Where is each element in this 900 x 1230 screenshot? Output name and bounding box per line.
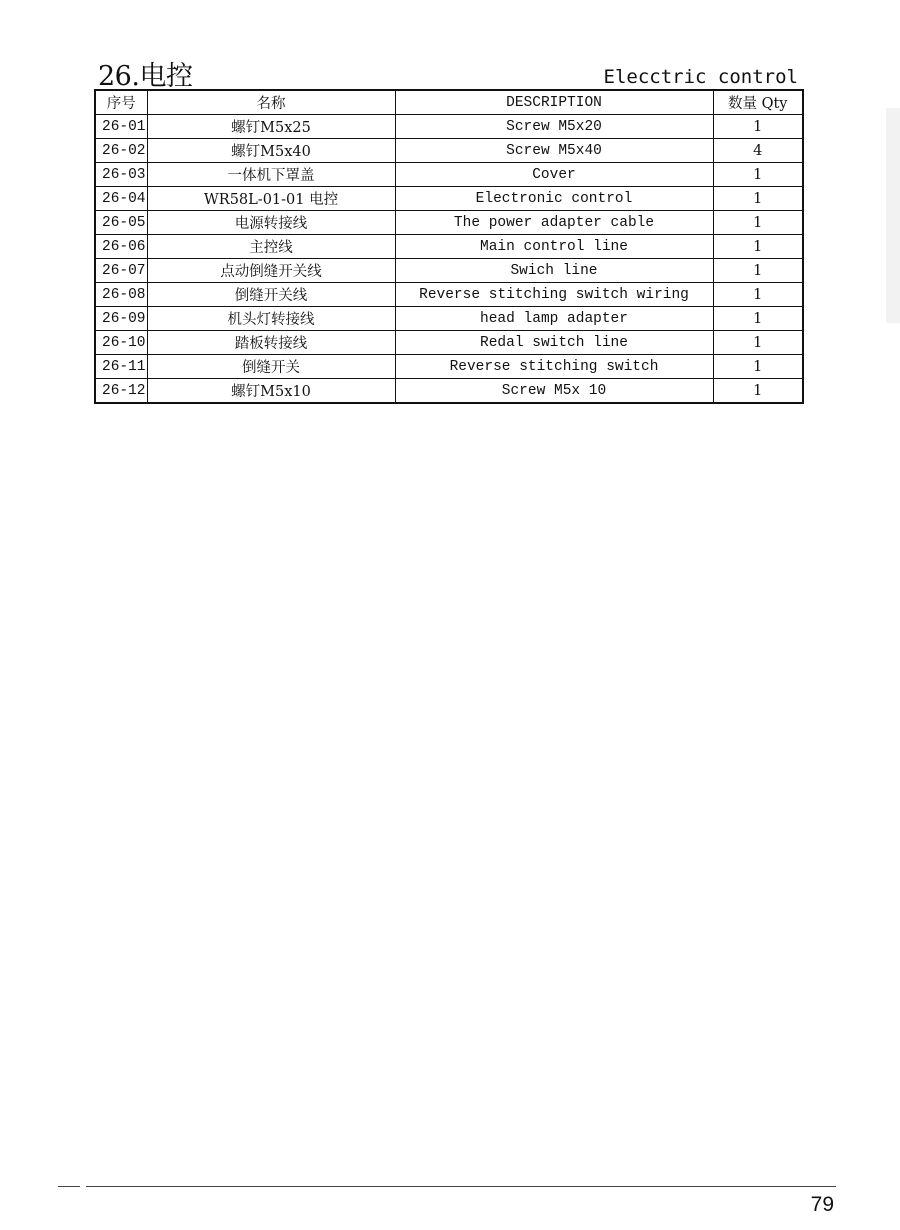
part-name-cn-cell: 螺钉M5x40	[147, 139, 395, 163]
part-name-cn-cell: 主控线	[147, 235, 395, 259]
part-qty-cell: 1	[713, 259, 803, 283]
part-qty-cell: 1	[713, 211, 803, 235]
part-description-cell: head lamp adapter	[395, 307, 713, 331]
part-number-cell: 26-09	[95, 307, 147, 331]
table-row	[95, 163, 803, 187]
part-number-cell: 26-12	[95, 379, 147, 404]
table-row	[95, 283, 803, 307]
part-description-cell: Redal switch line	[395, 331, 713, 355]
part-qty-cell: 4	[713, 139, 803, 163]
table-row	[95, 379, 803, 404]
part-number-cell: 26-05	[95, 211, 147, 235]
part-qty-cell: 1	[713, 331, 803, 355]
section-title-cn: 26.电控	[98, 61, 193, 92]
part-qty-cell: 1	[713, 283, 803, 307]
part-name-cn-cell: 机头灯转接线	[147, 307, 395, 331]
table-row	[95, 211, 803, 235]
part-name-cn-cell: 螺钉M5x25	[147, 115, 395, 139]
table-row	[95, 307, 803, 331]
page-number: 79	[810, 1193, 834, 1216]
table-row	[95, 187, 803, 211]
part-name-cn-cell: 倒缝开关线	[147, 283, 395, 307]
table-row	[95, 331, 803, 355]
part-number-cell: 26-10	[95, 331, 147, 355]
footer-rule-short	[58, 1186, 80, 1187]
part-description-cell: Cover	[395, 163, 713, 187]
part-name-cn-cell: 踏板转接线	[147, 331, 395, 355]
part-description-cell: Main control line	[395, 235, 713, 259]
part-description-cell: Screw M5x20	[395, 115, 713, 139]
part-number-cell: 26-06	[95, 235, 147, 259]
part-number-cell: 26-11	[95, 355, 147, 379]
part-description-cell: The power adapter cable	[395, 211, 713, 235]
part-number-cell: 26-03	[95, 163, 147, 187]
parts-table	[94, 89, 804, 404]
table-row	[95, 115, 803, 139]
part-qty-cell: 1	[713, 235, 803, 259]
footer-rule	[86, 1186, 836, 1187]
part-description-cell: Screw M5x40	[395, 139, 713, 163]
part-number-cell: 26-02	[95, 139, 147, 163]
part-description-cell: Swich line	[395, 259, 713, 283]
part-qty-cell: 1	[713, 355, 803, 379]
table-row	[95, 235, 803, 259]
section-title-en: Elecctric control	[603, 66, 798, 88]
part-name-cn-cell: 倒缝开关	[147, 355, 395, 379]
part-name-cn-cell: WR58L-01-01 电控	[147, 187, 395, 211]
part-name-cn-cell: 螺钉M5x10	[147, 379, 395, 404]
part-name-cn-cell: 点动倒缝开关线	[147, 259, 395, 283]
part-number-cell: 26-07	[95, 259, 147, 283]
part-name-cn-cell: 一体机下罩盖	[147, 163, 395, 187]
part-description-cell: Reverse stitching switch	[395, 355, 713, 379]
table-row	[95, 259, 803, 283]
table-header-row	[95, 90, 803, 115]
part-qty-cell: 1	[713, 115, 803, 139]
part-description-cell: Reverse stitching switch wiring	[395, 283, 713, 307]
part-number-cell: 26-04	[95, 187, 147, 211]
part-number-cell: 26-01	[95, 115, 147, 139]
part-number-cell: 26-08	[95, 283, 147, 307]
part-qty-cell: 1	[713, 163, 803, 187]
part-qty-cell: 1	[713, 187, 803, 211]
table-row	[95, 355, 803, 379]
header-description: DESCRIPTION	[395, 90, 713, 115]
part-qty-cell: 1	[713, 379, 803, 404]
part-description-cell: Electronic control	[395, 187, 713, 211]
part-description-cell: Screw M5x 10	[395, 379, 713, 404]
table-row	[95, 139, 803, 163]
header-name-cn: 名称	[147, 90, 395, 115]
part-name-cn-cell: 电源转接线	[147, 211, 395, 235]
page-header	[94, 52, 802, 92]
header-no: 序号	[95, 90, 147, 115]
part-qty-cell: 1	[713, 307, 803, 331]
header-qty: 数量 Qty	[713, 90, 803, 115]
page-edge-shade	[886, 108, 900, 323]
